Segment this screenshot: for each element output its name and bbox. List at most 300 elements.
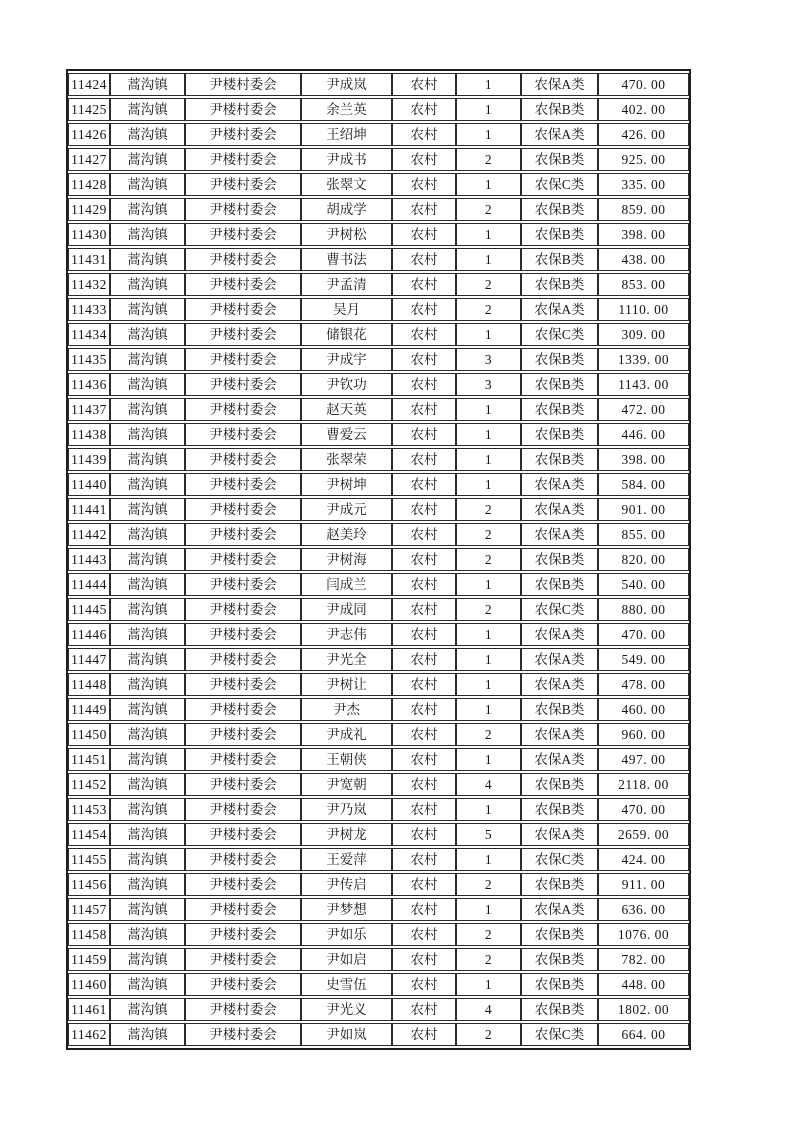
village-cell: 尹楼村委会 — [185, 548, 301, 571]
amount-cell: 470. 00 — [598, 798, 689, 821]
town-cell: 蒿沟镇 — [110, 748, 185, 771]
name-cell: 尹成书 — [301, 148, 392, 171]
village-cell: 尹楼村委会 — [185, 148, 301, 171]
category-cell: 农保A类 — [521, 523, 598, 546]
name-cell: 尹光义 — [301, 998, 392, 1021]
name-cell: 尹乃岚 — [301, 798, 392, 821]
amount-cell: 446. 00 — [598, 423, 689, 446]
village-cell: 尹楼村委会 — [185, 123, 301, 146]
serial-cell: 11452 — [68, 773, 110, 796]
town-cell: 蒿沟镇 — [110, 273, 185, 296]
name-cell: 尹树龙 — [301, 823, 392, 846]
serial-cell: 11435 — [68, 348, 110, 371]
amount-cell: 448. 00 — [598, 973, 689, 996]
table-row — [68, 1023, 689, 1046]
count-cell: 1 — [456, 448, 521, 471]
category-cell: 农保B类 — [521, 373, 598, 396]
category-cell: 农保B类 — [521, 948, 598, 971]
table-row — [68, 198, 689, 221]
village-cell: 尹楼村委会 — [185, 623, 301, 646]
name-cell: 尹梦想 — [301, 898, 392, 921]
residence-cell: 农村 — [392, 823, 456, 846]
town-cell: 蒿沟镇 — [110, 323, 185, 346]
category-cell: 农保C类 — [521, 173, 598, 196]
amount-cell: 438. 00 — [598, 248, 689, 271]
serial-cell: 11460 — [68, 973, 110, 996]
category-cell: 农保B类 — [521, 573, 598, 596]
serial-cell: 11446 — [68, 623, 110, 646]
residence-cell: 农村 — [392, 573, 456, 596]
table-row — [68, 348, 689, 371]
name-cell: 王绍坤 — [301, 123, 392, 146]
count-cell: 1 — [456, 673, 521, 696]
town-cell: 蒿沟镇 — [110, 498, 185, 521]
table-row — [68, 448, 689, 471]
village-cell: 尹楼村委会 — [185, 573, 301, 596]
count-cell: 1 — [456, 123, 521, 146]
village-cell: 尹楼村委会 — [185, 173, 301, 196]
amount-cell: 335. 00 — [598, 173, 689, 196]
amount-cell: 309. 00 — [598, 323, 689, 346]
serial-cell: 11432 — [68, 273, 110, 296]
name-cell: 赵美玲 — [301, 523, 392, 546]
amount-cell: 901. 00 — [598, 498, 689, 521]
amount-cell: 426. 00 — [598, 123, 689, 146]
category-cell: 农保B类 — [521, 798, 598, 821]
town-cell: 蒿沟镇 — [110, 723, 185, 746]
amount-cell: 1339. 00 — [598, 348, 689, 371]
village-cell: 尹楼村委会 — [185, 998, 301, 1021]
amount-cell: 2659. 00 — [598, 823, 689, 846]
town-cell: 蒿沟镇 — [110, 548, 185, 571]
name-cell: 胡成学 — [301, 198, 392, 221]
table-row — [68, 523, 689, 546]
serial-cell: 11434 — [68, 323, 110, 346]
category-cell: 农保B类 — [521, 148, 598, 171]
amount-cell: 470. 00 — [598, 73, 689, 96]
amount-cell: 540. 00 — [598, 573, 689, 596]
village-cell: 尹楼村委会 — [185, 73, 301, 96]
town-cell: 蒿沟镇 — [110, 223, 185, 246]
amount-cell: 424. 00 — [598, 848, 689, 871]
village-cell: 尹楼村委会 — [185, 723, 301, 746]
count-cell: 1 — [456, 798, 521, 821]
table-row — [68, 398, 689, 421]
category-cell: 农保A类 — [521, 748, 598, 771]
town-cell: 蒿沟镇 — [110, 123, 185, 146]
name-cell: 赵天英 — [301, 398, 392, 421]
residence-cell: 农村 — [392, 498, 456, 521]
amount-cell: 664. 00 — [598, 1023, 689, 1046]
table-row — [68, 498, 689, 521]
village-cell: 尹楼村委会 — [185, 848, 301, 871]
amount-cell: 478. 00 — [598, 673, 689, 696]
village-cell: 尹楼村委会 — [185, 323, 301, 346]
amount-cell: 782. 00 — [598, 948, 689, 971]
table-row — [68, 698, 689, 721]
category-cell: 农保B类 — [521, 773, 598, 796]
count-cell: 2 — [456, 873, 521, 896]
table-row — [68, 723, 689, 746]
village-cell: 尹楼村委会 — [185, 198, 301, 221]
residence-cell: 农村 — [392, 773, 456, 796]
village-cell: 尹楼村委会 — [185, 98, 301, 121]
table-row — [68, 873, 689, 896]
village-cell: 尹楼村委会 — [185, 873, 301, 896]
amount-cell: 584. 00 — [598, 473, 689, 496]
table-row — [68, 923, 689, 946]
insurance-record-table — [66, 69, 691, 1050]
table-body — [68, 73, 689, 1046]
town-cell: 蒿沟镇 — [110, 873, 185, 896]
count-cell: 1 — [456, 73, 521, 96]
serial-cell: 11449 — [68, 698, 110, 721]
count-cell: 3 — [456, 373, 521, 396]
serial-cell: 11458 — [68, 923, 110, 946]
serial-cell: 11456 — [68, 873, 110, 896]
serial-cell: 11462 — [68, 1023, 110, 1046]
residence-cell: 农村 — [392, 73, 456, 96]
category-cell: 农保A类 — [521, 673, 598, 696]
category-cell: 农保B类 — [521, 198, 598, 221]
town-cell: 蒿沟镇 — [110, 1023, 185, 1046]
count-cell: 1 — [456, 973, 521, 996]
category-cell: 农保A类 — [521, 473, 598, 496]
count-cell: 1 — [456, 898, 521, 921]
table-row — [68, 273, 689, 296]
village-cell: 尹楼村委会 — [185, 823, 301, 846]
count-cell: 1 — [456, 698, 521, 721]
table-row — [68, 898, 689, 921]
table-row — [68, 648, 689, 671]
count-cell: 2 — [456, 598, 521, 621]
town-cell: 蒿沟镇 — [110, 473, 185, 496]
table-row — [68, 973, 689, 996]
count-cell: 2 — [456, 498, 521, 521]
town-cell: 蒿沟镇 — [110, 698, 185, 721]
count-cell: 1 — [456, 398, 521, 421]
residence-cell: 农村 — [392, 398, 456, 421]
name-cell: 尹孟清 — [301, 273, 392, 296]
town-cell: 蒿沟镇 — [110, 448, 185, 471]
count-cell: 2 — [456, 298, 521, 321]
table-row — [68, 123, 689, 146]
amount-cell: 460. 00 — [598, 698, 689, 721]
count-cell: 2 — [456, 523, 521, 546]
table-row — [68, 248, 689, 271]
category-cell: 农保A类 — [521, 73, 598, 96]
village-cell: 尹楼村委会 — [185, 598, 301, 621]
count-cell: 1 — [456, 98, 521, 121]
town-cell: 蒿沟镇 — [110, 998, 185, 1021]
count-cell: 2 — [456, 548, 521, 571]
residence-cell: 农村 — [392, 648, 456, 671]
count-cell: 1 — [456, 848, 521, 871]
category-cell: 农保A类 — [521, 498, 598, 521]
residence-cell: 农村 — [392, 223, 456, 246]
name-cell: 尹成岚 — [301, 73, 392, 96]
residence-cell: 农村 — [392, 798, 456, 821]
serial-cell: 11426 — [68, 123, 110, 146]
name-cell: 尹如乐 — [301, 923, 392, 946]
serial-cell: 11439 — [68, 448, 110, 471]
name-cell: 曹书法 — [301, 248, 392, 271]
village-cell: 尹楼村委会 — [185, 423, 301, 446]
town-cell: 蒿沟镇 — [110, 948, 185, 971]
serial-cell: 11437 — [68, 398, 110, 421]
count-cell: 1 — [456, 323, 521, 346]
category-cell: 农保B类 — [521, 248, 598, 271]
table-row — [68, 173, 689, 196]
village-cell: 尹楼村委会 — [185, 798, 301, 821]
table-row — [68, 773, 689, 796]
town-cell: 蒿沟镇 — [110, 523, 185, 546]
village-cell: 尹楼村委会 — [185, 973, 301, 996]
name-cell: 尹成宇 — [301, 348, 392, 371]
serial-cell: 11427 — [68, 148, 110, 171]
village-cell: 尹楼村委会 — [185, 273, 301, 296]
town-cell: 蒿沟镇 — [110, 198, 185, 221]
name-cell: 史雪伍 — [301, 973, 392, 996]
count-cell: 2 — [456, 923, 521, 946]
count-cell: 1 — [456, 173, 521, 196]
count-cell: 2 — [456, 148, 521, 171]
name-cell: 储银花 — [301, 323, 392, 346]
amount-cell: 402. 00 — [598, 98, 689, 121]
category-cell: 农保A类 — [521, 648, 598, 671]
town-cell: 蒿沟镇 — [110, 848, 185, 871]
residence-cell: 农村 — [392, 673, 456, 696]
serial-cell: 11433 — [68, 298, 110, 321]
village-cell: 尹楼村委会 — [185, 373, 301, 396]
residence-cell: 农村 — [392, 298, 456, 321]
count-cell: 1 — [456, 473, 521, 496]
serial-cell: 11429 — [68, 198, 110, 221]
village-cell: 尹楼村委会 — [185, 298, 301, 321]
table-row — [68, 423, 689, 446]
town-cell: 蒿沟镇 — [110, 573, 185, 596]
count-cell: 2 — [456, 273, 521, 296]
residence-cell: 农村 — [392, 698, 456, 721]
town-cell: 蒿沟镇 — [110, 73, 185, 96]
town-cell: 蒿沟镇 — [110, 673, 185, 696]
serial-cell: 11445 — [68, 598, 110, 621]
category-cell: 农保B类 — [521, 873, 598, 896]
category-cell: 农保B类 — [521, 998, 598, 1021]
serial-cell: 11453 — [68, 798, 110, 821]
residence-cell: 农村 — [392, 748, 456, 771]
count-cell: 1 — [456, 648, 521, 671]
table-row — [68, 998, 689, 1021]
name-cell: 吴月 — [301, 298, 392, 321]
amount-cell: 1076. 00 — [598, 923, 689, 946]
town-cell: 蒿沟镇 — [110, 373, 185, 396]
table-row — [68, 623, 689, 646]
residence-cell: 农村 — [392, 473, 456, 496]
amount-cell: 1802. 00 — [598, 998, 689, 1021]
count-cell: 1 — [456, 573, 521, 596]
name-cell: 尹宽朝 — [301, 773, 392, 796]
serial-cell: 11438 — [68, 423, 110, 446]
amount-cell: 853. 00 — [598, 273, 689, 296]
table-row — [68, 548, 689, 571]
serial-cell: 11444 — [68, 573, 110, 596]
amount-cell: 925. 00 — [598, 148, 689, 171]
town-cell: 蒿沟镇 — [110, 648, 185, 671]
residence-cell: 农村 — [392, 123, 456, 146]
residence-cell: 农村 — [392, 948, 456, 971]
village-cell: 尹楼村委会 — [185, 523, 301, 546]
residence-cell: 农村 — [392, 173, 456, 196]
town-cell: 蒿沟镇 — [110, 148, 185, 171]
category-cell: 农保B类 — [521, 548, 598, 571]
serial-cell: 11440 — [68, 473, 110, 496]
serial-cell: 11425 — [68, 98, 110, 121]
serial-cell: 11459 — [68, 948, 110, 971]
serial-cell: 11451 — [68, 748, 110, 771]
amount-cell: 960. 00 — [598, 723, 689, 746]
category-cell: 农保B类 — [521, 348, 598, 371]
category-cell: 农保C类 — [521, 323, 598, 346]
serial-cell: 11430 — [68, 223, 110, 246]
name-cell: 尹钦功 — [301, 373, 392, 396]
count-cell: 2 — [456, 948, 521, 971]
category-cell: 农保A类 — [521, 298, 598, 321]
count-cell: 1 — [456, 248, 521, 271]
town-cell: 蒿沟镇 — [110, 823, 185, 846]
table-row — [68, 748, 689, 771]
name-cell: 尹成礼 — [301, 723, 392, 746]
name-cell: 尹成元 — [301, 498, 392, 521]
name-cell: 尹树坤 — [301, 473, 392, 496]
amount-cell: 1110. 00 — [598, 298, 689, 321]
category-cell: 农保B类 — [521, 448, 598, 471]
name-cell: 尹如启 — [301, 948, 392, 971]
village-cell: 尹楼村委会 — [185, 448, 301, 471]
name-cell: 尹如岚 — [301, 1023, 392, 1046]
residence-cell: 农村 — [392, 523, 456, 546]
serial-cell: 11450 — [68, 723, 110, 746]
residence-cell: 农村 — [392, 723, 456, 746]
table-row — [68, 798, 689, 821]
residence-cell: 农村 — [392, 423, 456, 446]
amount-cell: 636. 00 — [598, 898, 689, 921]
town-cell: 蒿沟镇 — [110, 248, 185, 271]
village-cell: 尹楼村委会 — [185, 473, 301, 496]
town-cell: 蒿沟镇 — [110, 173, 185, 196]
village-cell: 尹楼村委会 — [185, 648, 301, 671]
amount-cell: 859. 00 — [598, 198, 689, 221]
amount-cell: 911. 00 — [598, 873, 689, 896]
village-cell: 尹楼村委会 — [185, 398, 301, 421]
amount-cell: 820. 00 — [598, 548, 689, 571]
category-cell: 农保A类 — [521, 123, 598, 146]
name-cell: 闫成兰 — [301, 573, 392, 596]
name-cell: 尹杰 — [301, 698, 392, 721]
amount-cell: 470. 00 — [598, 623, 689, 646]
amount-cell: 398. 00 — [598, 448, 689, 471]
serial-cell: 11447 — [68, 648, 110, 671]
town-cell: 蒿沟镇 — [110, 773, 185, 796]
residence-cell: 农村 — [392, 623, 456, 646]
name-cell: 尹光全 — [301, 648, 392, 671]
village-cell: 尹楼村委会 — [185, 348, 301, 371]
residence-cell: 农村 — [392, 448, 456, 471]
amount-cell: 880. 00 — [598, 598, 689, 621]
residence-cell: 农村 — [392, 848, 456, 871]
category-cell: 农保C类 — [521, 1023, 598, 1046]
category-cell: 农保B类 — [521, 223, 598, 246]
category-cell: 农保A类 — [521, 898, 598, 921]
serial-cell: 11431 — [68, 248, 110, 271]
residence-cell: 农村 — [392, 1023, 456, 1046]
residence-cell: 农村 — [392, 198, 456, 221]
name-cell: 尹志伟 — [301, 623, 392, 646]
residence-cell: 农村 — [392, 598, 456, 621]
town-cell: 蒿沟镇 — [110, 348, 185, 371]
category-cell: 农保B类 — [521, 273, 598, 296]
serial-cell: 11455 — [68, 848, 110, 871]
category-cell: 农保B类 — [521, 973, 598, 996]
table-row — [68, 323, 689, 346]
village-cell: 尹楼村委会 — [185, 748, 301, 771]
town-cell: 蒿沟镇 — [110, 623, 185, 646]
town-cell: 蒿沟镇 — [110, 398, 185, 421]
village-cell: 尹楼村委会 — [185, 948, 301, 971]
serial-cell: 11441 — [68, 498, 110, 521]
amount-cell: 398. 00 — [598, 223, 689, 246]
name-cell: 王爱萍 — [301, 848, 392, 871]
count-cell: 1 — [456, 623, 521, 646]
amount-cell: 472. 00 — [598, 398, 689, 421]
amount-cell: 549. 00 — [598, 648, 689, 671]
count-cell: 1 — [456, 748, 521, 771]
count-cell: 1 — [456, 423, 521, 446]
name-cell: 尹成同 — [301, 598, 392, 621]
table-row — [68, 673, 689, 696]
table-row — [68, 373, 689, 396]
table-row — [68, 98, 689, 121]
residence-cell: 农村 — [392, 973, 456, 996]
town-cell: 蒿沟镇 — [110, 798, 185, 821]
category-cell: 农保A类 — [521, 723, 598, 746]
name-cell: 张翠文 — [301, 173, 392, 196]
table-row — [68, 573, 689, 596]
village-cell: 尹楼村委会 — [185, 673, 301, 696]
residence-cell: 农村 — [392, 323, 456, 346]
town-cell: 蒿沟镇 — [110, 598, 185, 621]
category-cell: 农保B类 — [521, 423, 598, 446]
residence-cell: 农村 — [392, 273, 456, 296]
table-row — [68, 948, 689, 971]
residence-cell: 农村 — [392, 148, 456, 171]
table-row — [68, 598, 689, 621]
serial-cell: 11443 — [68, 548, 110, 571]
village-cell: 尹楼村委会 — [185, 223, 301, 246]
serial-cell: 11436 — [68, 373, 110, 396]
name-cell: 尹树松 — [301, 223, 392, 246]
table-row — [68, 823, 689, 846]
serial-cell: 11454 — [68, 823, 110, 846]
village-cell: 尹楼村委会 — [185, 698, 301, 721]
count-cell: 2 — [456, 1023, 521, 1046]
town-cell: 蒿沟镇 — [110, 923, 185, 946]
table-row — [68, 298, 689, 321]
count-cell: 5 — [456, 823, 521, 846]
name-cell: 余兰英 — [301, 98, 392, 121]
category-cell: 农保C类 — [521, 598, 598, 621]
category-cell: 农保B类 — [521, 923, 598, 946]
